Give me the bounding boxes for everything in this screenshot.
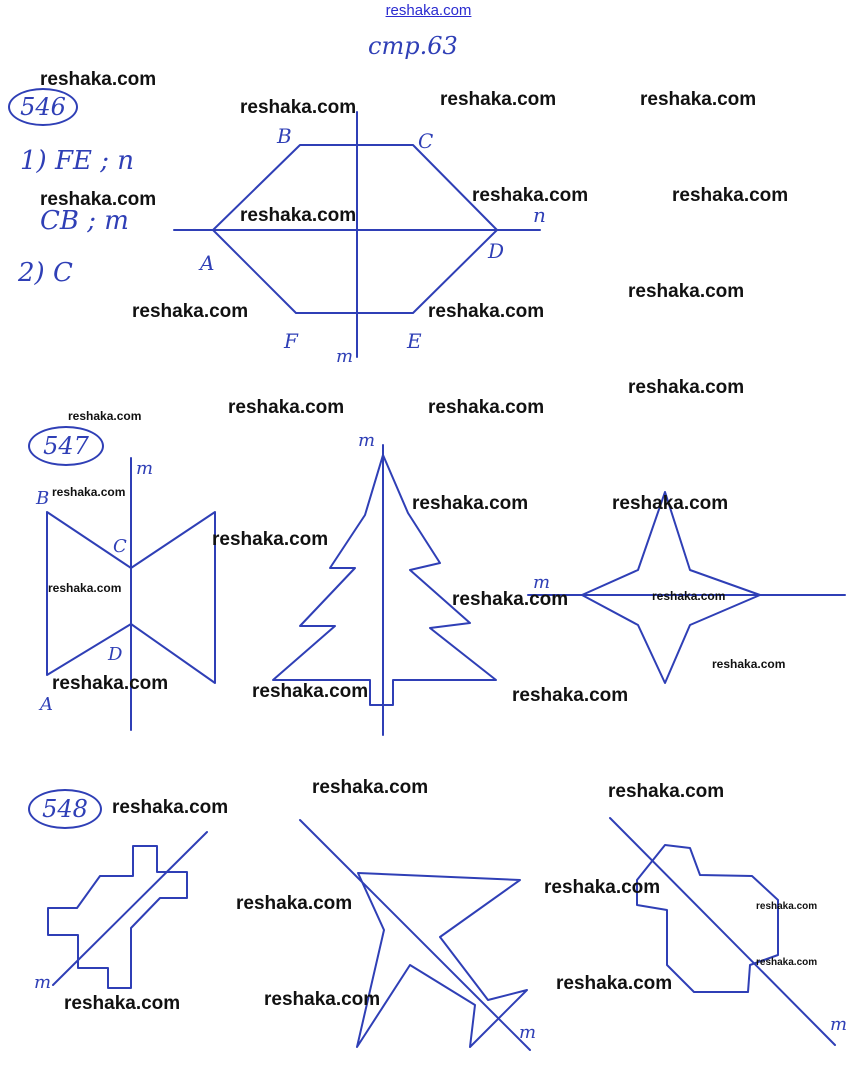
watermark: reshaka.com — [40, 69, 157, 90]
watermark: reshaka.com — [628, 281, 745, 302]
watermark: reshaka.com — [428, 397, 545, 418]
label-d: D — [488, 239, 505, 263]
star-figure — [528, 492, 845, 683]
watermark: reshaka.com — [472, 185, 589, 206]
watermark: reshaka.com — [40, 189, 157, 210]
watermark: reshaka.com — [756, 957, 818, 968]
answer-line-3: 2) C — [18, 258, 73, 288]
answer-line-2: CB ; m — [40, 206, 129, 236]
hexagon-figure — [174, 112, 546, 367]
watermark: reshaka.com — [312, 777, 429, 798]
label-c-bowtie: C — [113, 536, 127, 557]
octagon-figure — [610, 818, 847, 1045]
watermark: reshaka.com — [228, 397, 345, 418]
watermark: reshaka.com — [112, 797, 229, 818]
label-f: F — [284, 329, 298, 353]
label-b: B — [277, 124, 292, 148]
label-m-octagon: m — [830, 1014, 848, 1035]
problem-548-number: 548 — [28, 789, 102, 829]
problem-547-number: 547 — [28, 426, 104, 466]
watermark: reshaka.com — [236, 893, 353, 914]
watermark: reshaka.com — [68, 409, 142, 423]
watermark: reshaka.com — [132, 301, 249, 322]
label-c: C — [418, 129, 434, 153]
problem-546-number: 546 — [8, 88, 78, 126]
watermark: reshaka.com — [412, 493, 529, 514]
watermark: reshaka.com — [52, 673, 169, 694]
label-m-star: m — [533, 572, 551, 593]
watermark: reshaka.com — [628, 377, 745, 398]
watermark: reshaka.com — [48, 581, 122, 595]
watermark: reshaka.com — [440, 89, 557, 110]
watermark: reshaka.com — [452, 589, 569, 610]
watermark: reshaka.com — [512, 685, 629, 706]
watermark: reshaka.com — [212, 529, 329, 550]
answer-line-1: 1) FE ; n — [20, 146, 135, 176]
label-m-tree: m — [358, 430, 376, 451]
watermark: reshaka.com — [556, 973, 673, 994]
watermark: reshaka.com — [756, 901, 818, 912]
label-d-bowtie: D — [108, 644, 123, 665]
watermark: reshaka.com — [640, 89, 757, 110]
airplane-figure — [300, 820, 536, 1050]
watermark: reshaka.com — [672, 185, 789, 206]
page-reference: стр.63 — [368, 32, 458, 60]
watermark: reshaka.com — [64, 993, 181, 1014]
watermark: reshaka.com — [252, 681, 369, 702]
label-m-plane: m — [519, 1022, 537, 1043]
label-e: E — [407, 329, 422, 353]
label-n: n — [533, 203, 546, 227]
watermark: reshaka.com — [712, 657, 786, 671]
watermark: reshaka.com — [612, 493, 729, 514]
site-link[interactable]: reshaka.com — [385, 2, 472, 19]
watermark: reshaka.com — [240, 97, 357, 118]
label-m: m — [336, 346, 354, 367]
cross-figure — [34, 832, 207, 993]
label-a-bowtie: A — [40, 694, 53, 715]
label-m-cross: m — [34, 972, 52, 993]
watermark: reshaka.com — [240, 205, 357, 226]
label-a: A — [200, 251, 215, 275]
watermark: reshaka.com — [52, 485, 126, 499]
watermark: reshaka.com — [544, 877, 661, 898]
watermark: reshaka.com — [264, 989, 381, 1010]
watermark: reshaka.com — [652, 589, 726, 603]
watermark: reshaka.com — [608, 781, 725, 802]
label-b-bowtie: B — [36, 488, 50, 509]
watermark: reshaka.com — [428, 301, 545, 322]
label-m-bowtie: m — [136, 458, 154, 479]
